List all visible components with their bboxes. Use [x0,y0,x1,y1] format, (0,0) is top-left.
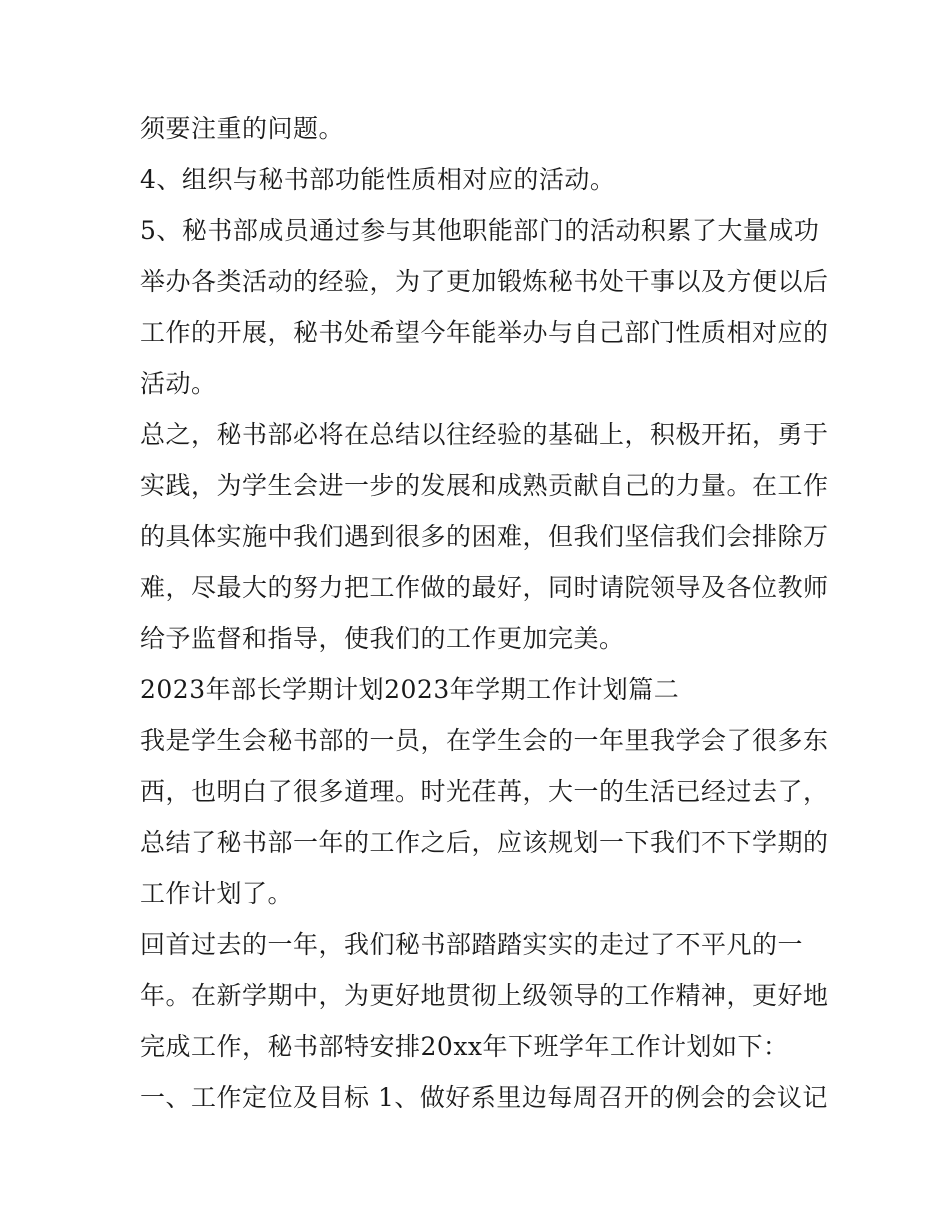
text-line: 给予监督和指导，使我们的工作更加完美。 [140,624,625,653]
text-line: 5、秘书部成员通过参与其他职能部门的活动积累了大量成功 [140,216,820,245]
text-line: 工作计划了。 [140,879,294,908]
text-line: 总之，秘书部必将在总结以往经验的基础上，积极开拓，勇于 [140,420,829,449]
text-line: 西，也明白了很多道理。时光荏苒，大一的生活已经过去了， [140,777,829,806]
text-line: 总结了秘书部一年的工作之后，应该规划一下我们不下学期的 [140,828,829,857]
text-line: 难，尽最大的努力把工作做的最好，同时请院领导及各位教师 [140,573,829,602]
text-line: 活动。 [140,369,217,398]
text-line: 回首过去的一年，我们秘书部踏踏实实的走过了不平凡的一 [140,930,804,959]
text-line: 我是学生会秘书部的一员，在学生会的一年里我学会了很多东 [140,726,829,755]
text-line: 的具体实施中我们遇到很多的困难，但我们坚信我们会排除万 [140,522,829,551]
text-line: 须要注重的问题。 [140,114,345,143]
text-line: 工作的开展，秘书处希望今年能举办与自己部门性质相对应的 [140,318,829,347]
section-heading: 2023年部长学期计划2023年学期工作计划篇二 [140,675,680,704]
text-line: 一、工作定位及目标 1、做好系里边每周召开的例会的会议记 [140,1083,828,1112]
text-line: 4、组织与秘书部功能性质相对应的活动。 [140,165,616,194]
text-line: 完成工作，秘书部特安排20xx年下班学年工作计划如下： [140,1032,789,1061]
text-line: 实践，为学生会进一步的发展和成熟贡献自己的力量。在工作 [140,471,829,500]
text-line: 年。在新学期中，为更好地贯彻上级领导的工作精神，更好地 [140,981,829,1010]
text-line: 举办各类活动的经验，为了更加锻炼秘书处干事以及方便以后 [140,267,829,296]
